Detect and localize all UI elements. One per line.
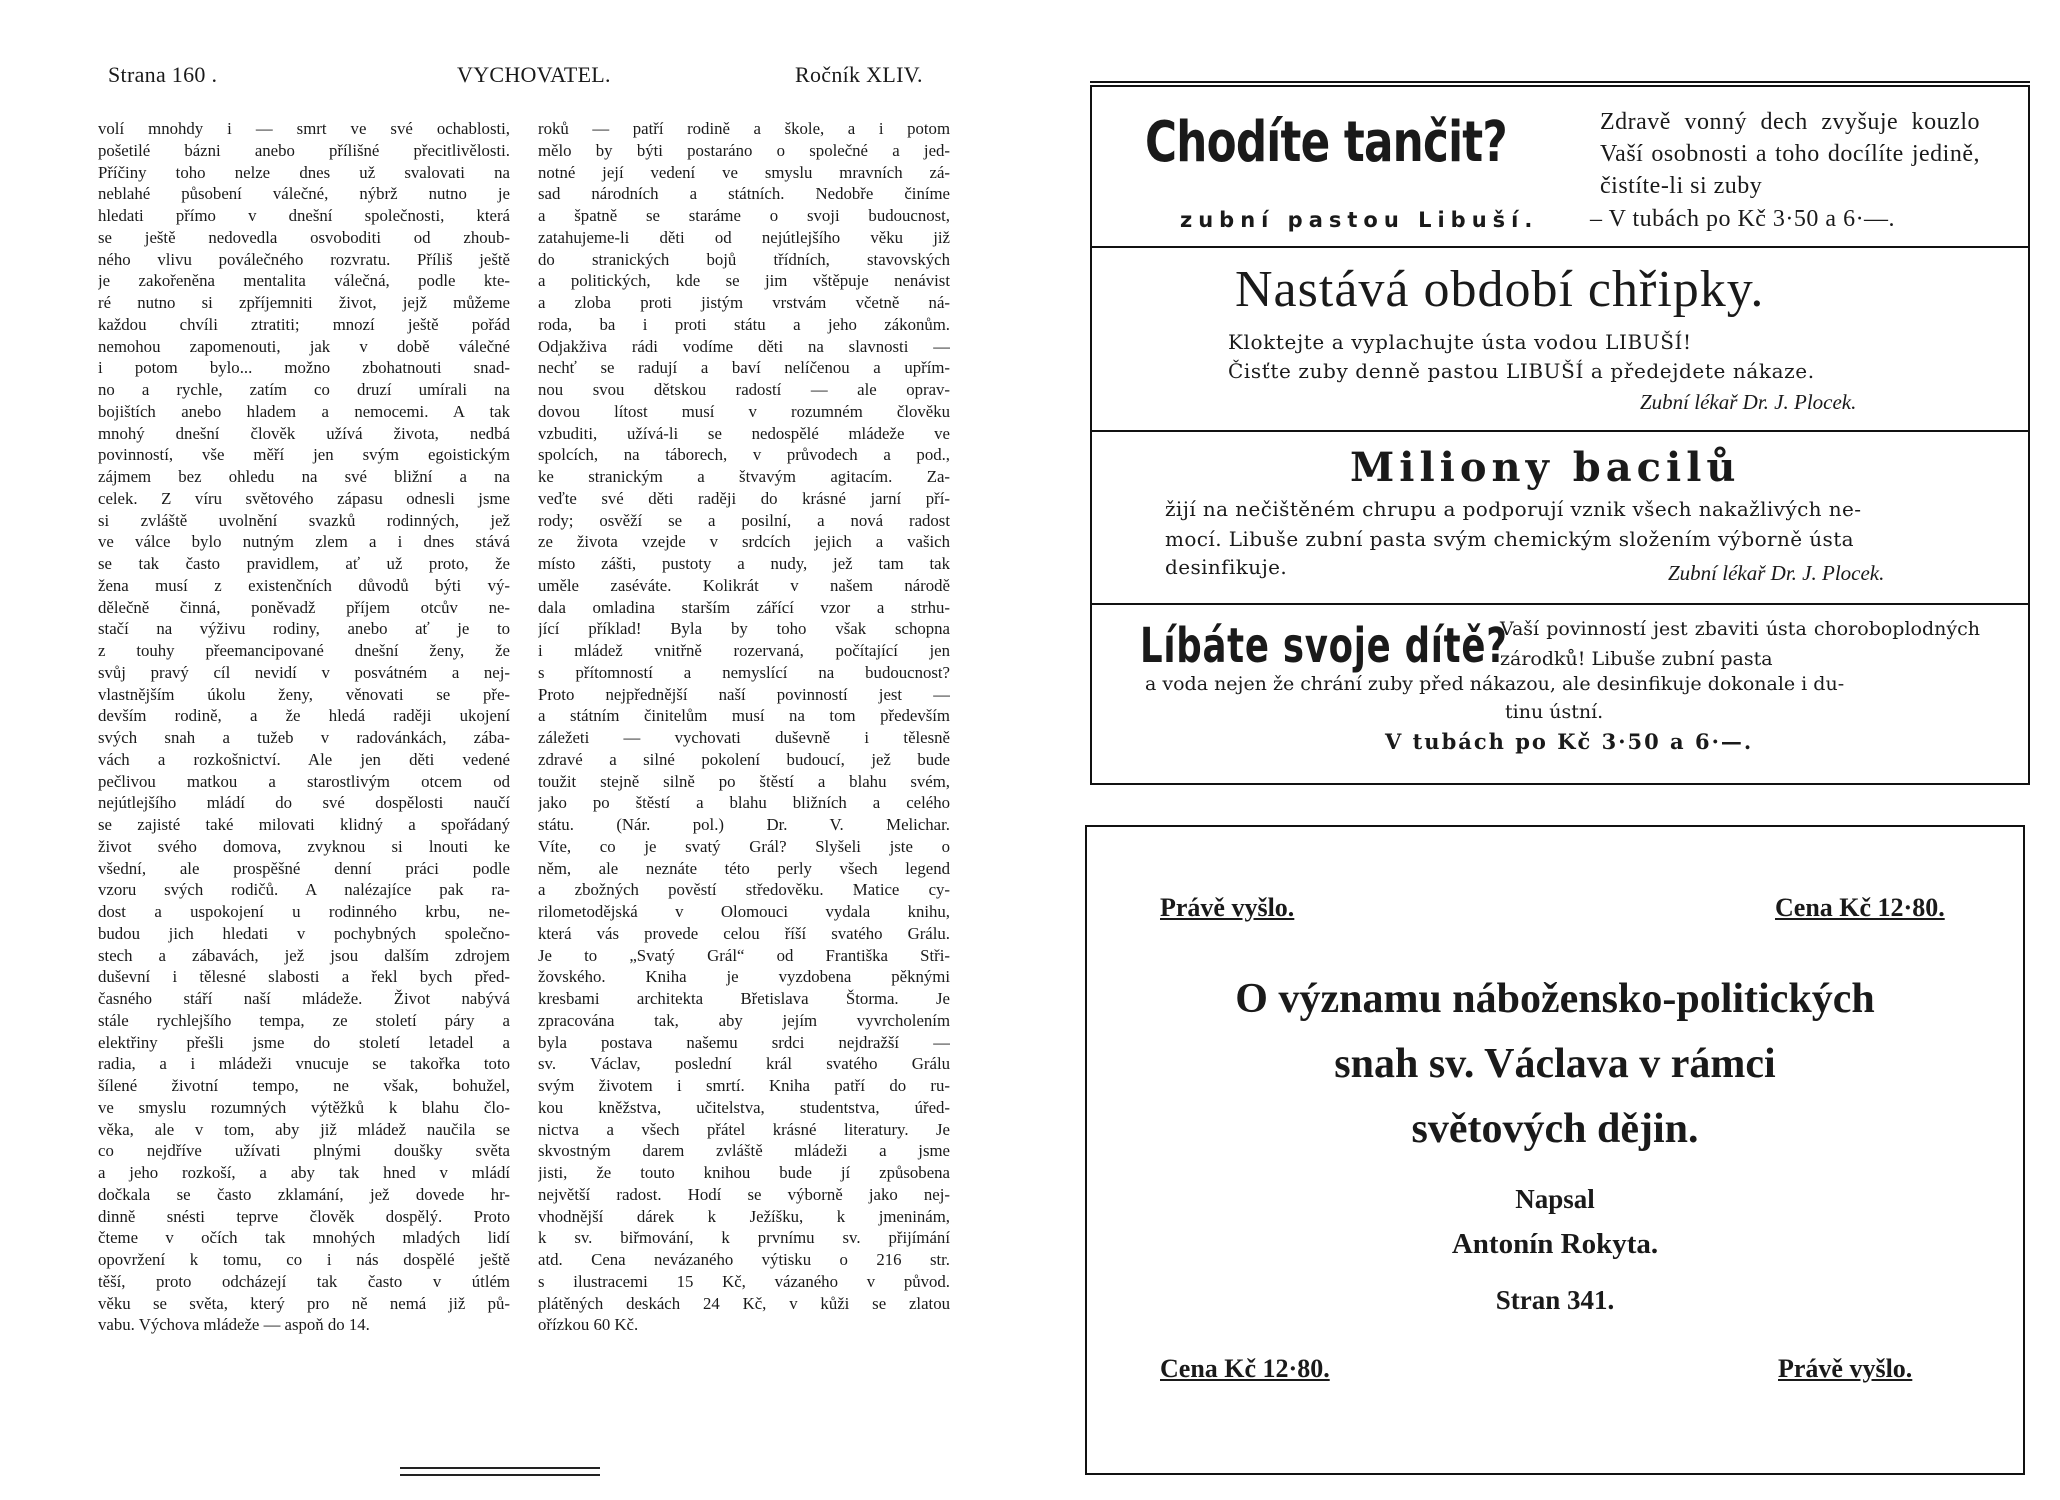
ad-separator-3 [1090,603,2030,605]
text-column-right [538,118,950,1336]
book-author-label: Napsal [1515,1184,1595,1214]
right_column-line: která vás provede celou říší svatého Grálu. [538,923,950,943]
ad2-line1: Kloktejte a vyplachujte ústa vodou LIBUŠÍ! [1228,330,1692,354]
left_column-line: pošetilé bázni anebo přílišné přecitlivělosti. [98,140,510,160]
right_column-line: ke stranickým a štvavým agitacím. Za- [538,467,950,486]
right_column-line: notné její vedení ve smyslu mravních zá- [538,162,950,182]
ad-separator-2 [1090,430,2030,432]
book-pages: Stran 341. [1495,1285,1615,1315]
ad4-line3: tinu ústní. [1505,701,1604,723]
left_column-line: co nejdříve užívati plnými doušky světa [98,1141,510,1161]
right_column-line: nictva a všech přátel krásné literatury. Je [538,1119,950,1139]
right_column-line: a politických, kde se jim vštěpuje nenávist [538,271,950,291]
left_column-line: svůj pravý cíl nevidí v posvátném a nej- [98,662,510,682]
right_column-line: něm, ale neznáte této perly všech legend [538,858,950,878]
right_column-line: jako po štěstí a blahu bližních a celého [538,793,950,813]
left_column-line: zájmem bez ohledu na své bližní a na [98,467,510,486]
left_column-line: ného vlivu poválečného rozvratu. Příliš ještě [98,249,510,269]
ad2-line2: Čisťte zuby denně pastou LIBUŠÍ a předejdete nákaze. [1228,359,1815,383]
right_column-line: vhodnější dárek k Ježíšku, k jmeninám, [538,1206,950,1226]
right_column-line: uměle zaséváte. Kolikrát v našem národě [538,575,950,595]
right_column-line: skvostným darem zvláště mládeži a jsme [538,1141,950,1161]
right_column-line: nechť se radují a baví nelíčenou a upřím- [538,358,950,378]
right_column-line: a zloba proti jistým vrstvám včetně ná- [538,293,950,312]
right_column-line: sv. Václav, poslední král svatého Grálu [538,1054,950,1074]
left_column-line: šílené životní tempo, ne však, bohužel, [98,1076,510,1095]
bottom-rule-2 [400,1474,600,1476]
left_column-line: věku se světa, který pro ně nemá již pů- [98,1293,510,1313]
left_column-line: ré nutno si zpříjemniti život, jejž můžeme [98,293,510,312]
left_column-line: dost a uspokojení u rodinného krbu, ne- [98,902,510,921]
right_column-line: kresbami architekta Břetislava Štorma. Je [538,989,950,1008]
right_column-line: mělo by býti postaráno o společné a jed- [538,140,950,160]
book-author: Antonín Rokyta. [1451,1228,1659,1260]
left_column-line: dočkala se často zklamání, jež dovede hr- [98,1184,510,1204]
left_column-line: i potom bylo... možno zbohatnouti snad- [98,358,510,378]
right_column-line: s ilustracemi 15 Kč, vázaného v původ. [538,1271,950,1291]
left_column-line: všední, ale prospěšné denní práci podle [98,858,510,878]
book-title-line2: snah sv. Václava v rámci [1334,1041,1776,1087]
right_column-line: ořízkou 60 Kč. [538,1315,639,1335]
left_column-line: budou jich hledati v pochybných společno- [98,923,510,943]
left_column-line: se ještě nedovedla osvoboditi od zhoub- [98,227,510,247]
left_column-line: Příčiny toho nelze dnes už svalovati na [98,162,510,182]
ad4-text: Vaší povinností jest zbaviti ústa choroboplodných zárodků! Libuše zubní pasta [1500,618,1980,670]
book-ad-top-right: Cena Kč 12·80. [1775,893,1945,922]
ads-frame-top-double [1090,81,2030,83]
left_column-line: bojištích anebo hladem a nemocemi. A tak [98,401,510,421]
text-column-left [98,118,510,1336]
left_column-line: stále rychlejšího tempa, ze století páry a [98,1010,510,1030]
left_column-line: vzoru svých rodičů. A nalézajíce pak ra- [98,880,510,900]
ad1-price: – V tubách po Kč 3·50 a 6·—. [1590,206,1896,232]
left_column-line: devším rodině, a že hledá raději ukojení [98,706,510,726]
right_column-line: toužit stejně silně po štěstí a blahu svém, [538,771,950,791]
left_column-line: ve válce bylo nutným zlem a i dnes stává [98,532,510,552]
right_column-line: zpracována tak, aby jejím vyvrcholením [538,1010,950,1030]
journal-title: VYCHOVATEL. [457,62,611,87]
ad1-headline: Chodíte tančit? [1145,110,1507,175]
left_column-line: no a rychle, zatím co druzí umírali na [98,380,510,399]
left_column-line: vabu. Výchova mládeže — aspoň do 14. [98,1315,370,1335]
ad3-signature: Zubní lékař Dr. J. Plocek. [1668,561,1885,585]
right_column-line: Proto nejpřednější naší povinností jest — [538,684,950,704]
right_column-line: největší radost. Hodí se výborně jako nej- [538,1184,950,1204]
left_column-line: si zvláště uvolnění svazků rodinných, jež [98,510,510,530]
right_column-line: státu. (Nár. pol.) Dr. V. Melichar. [538,815,950,834]
ad3-line2: mocí. Libuše zubní pasta svým chemickým složením výborně ústa [1165,527,1854,551]
right_column-line: do stranických bojů třídních, stavovských [538,249,950,269]
ad2-signature: Zubní lékař Dr. J. Plocek. [1640,390,1857,414]
left_column-line: duševní i tělesné slabosti a řekl bych před- [98,967,510,987]
left_column-line: se tak často pravidlem, ať už proto, že [98,554,510,573]
book-ad-bottom-left: Cena Kč 12·80. [1160,1354,1330,1383]
left_column-line: neblahé působení válečné, nýbrž nutno je [98,184,510,204]
right_column-line: a zbožných pověstí středověku. Matice cy- [538,880,950,900]
left_column-line: nemohou zapomenouti, jak v době válečné [98,336,510,356]
right_column-line: Víte, co je svatý Grál? Slyšeli jste o [538,836,950,856]
left_column-line: pečlivou matkou a starostlivým otcem od [98,771,510,791]
right_column-line: místo zášti, pustoty a nudy, jež tam tak [538,554,950,573]
ad3-headline: Miliony bacilů [1350,444,1741,491]
right_column-line: záležeti — vychovati duševně i tělesně [538,728,950,747]
right_column-line: roků — patří rodině a škole, a i potom [538,119,950,138]
left_column-line: volí mnohdy i — smrt ve své ochablosti, [98,119,510,138]
left_column-line: stech a zábavách, jež jsou dalším zdrojem [98,945,510,965]
left_column-line: nejútlejšího mládí do své dospělosti naučí [98,793,510,813]
left_column-line: vách a rozkošnictví. Ale jen děti vedené [98,749,510,769]
left_column-line: radia, a i mládeži vnucuje se takořka toto [98,1054,510,1074]
right_column-line: spolcích, na táborech, v průvodech a pod., [538,445,950,465]
bottom-rule-1 [400,1467,600,1469]
left_column-line: z touhy přeemancipované dnešní ženy, že [98,641,510,660]
right_column-line: nou svou dětskou radostí — ale oprav- [538,380,950,399]
left_column-line: a jeho rozkoší, a aby tak hned v mládí [98,1163,510,1182]
right_column-line: a státním činitelům musí na tom především [538,706,950,726]
ad1-text: Zdravě vonný dech zvyšuje kouzlo Vaší osobnosti a toho docílíte jedině, čistíte-li si zuby [1600,109,1980,199]
right_column-line: dala omladina starším zářící vzor a strhu- [538,597,950,617]
ad3-line1: žijí na nečištěném chrupu a podporují vznik všech nakažlivých ne- [1165,497,1862,521]
right_column-line: zdravé a silné pokolení budoucí, jež bude [538,749,950,769]
right_column-line: vzbuditi, užívá-li se nedospělé mládeže ve [538,423,950,443]
left_column-line: dinně snésti teprve člověk dospělý. Proto [98,1206,510,1226]
ad4-headline: Líbáte svoje dítě? [1140,618,1508,674]
ad4-line2: a voda nejen že chrání zuby před nákazou, ale desinfikuje dokonale i du- [1145,673,1845,695]
right_column-line: svým životem i smrtí. Kniha patří do ru- [538,1076,950,1095]
left_column-line: ve smyslu rozumných výtěžků k blahu člo- [98,1097,510,1117]
left_column-line: opovržení k tomu, co i nás dospělé ještě [98,1250,510,1269]
ad1-brand: zubní pastou Libuší. [1180,208,1539,232]
right_column-line: Je to „Svatý Grál“ od Františka Stři- [538,945,950,965]
right_column-line: a špatně se staráme o svoji budoucnost, [538,206,950,225]
left_column-line: věka, ale v tom, aby již mládež naučila se [98,1119,510,1139]
right_column-line: sad národních a státních. Nedobře činíme [538,184,950,204]
left_column-line: dělečně činná, poněvadž příjem otcův ne- [98,597,510,617]
right_column-line: veďte své děti raději do krásné jarní pří- [538,488,950,508]
right_column-line: roda, ba i proti státu a jeho zákonům. [538,314,950,334]
left_column-line: je zakořeněna mentalita válečná, podle kte- [98,271,510,291]
right_column-line: kou kněžstva, učitelstva, studentstva, úřed- [538,1097,950,1117]
right_column-line: Odjakživa rádi vodíme děti na slavnosti — [538,336,950,356]
left_column-line: svých snah a tužeb v radovánkách, zába- [98,728,510,747]
left_column-line: povinností, vše měří jen svým egoistickým [98,445,510,465]
ad4-price: V tubách po Kč 3·50 a 6·—. [1385,729,1754,754]
right_column-line: plátěných deskách 24 Kč, v kůži se zlatou [538,1293,950,1313]
left_column-line: vlastnějším úkolu ženy, věnovati se pře- [98,684,510,704]
left_column-line: žena musí z existenčních důvodů býti vý- [98,575,510,595]
right_column-line: ze života vzejde v srdcích jejich a vašich [538,532,950,552]
left_column-line: hledati přímo v dnešní společnosti, která [98,206,510,225]
left_column-line: časného stáří naší mládeže. Život nabývá [98,989,510,1008]
right_column-line: byla postava našemu srdci nejdražší — [538,1032,950,1052]
right_column-line: jisti, že touto knihou bude jí způsobena [538,1163,950,1182]
page-number: Strana 160 . [108,62,218,87]
book-title-line1: O významu nábožensko-politických [1235,976,1875,1022]
left_column-line: těší, proto odcházejí tak často v útlém [98,1271,510,1291]
ad3-line3: desinfikuje. [1165,555,1288,579]
ad2-headline: Nastává období chřipky. [1235,261,1765,318]
volume-label: Ročník XLIV. [795,62,923,87]
left_column-line: každou chvíli ztratiti; mnozí ještě pořád [98,314,510,334]
left_column-line: mnohý dnešní člověk užívá života, nedbá [98,423,510,443]
right_column-line: s přítomností a nemyslící na budoucnost? [538,662,950,682]
right_column-line: k sv. biřmování, k prvnímu sv. přijímání [538,1228,950,1248]
left_column-line: se zajisté také milovati klidný a spořádaný [98,815,510,834]
right_column-line: dovou lítost musí v rozumném člověku [538,401,950,421]
ad-separator-1 [1090,246,2030,248]
right_column-line: žovského. Kniha je vyzdobena pěknými [538,967,950,987]
left_column-line: celek. Z víru světového zápasu odnesli jsme [98,488,510,508]
left_column-line: elektřiny přešli jsme do století letadel a [98,1032,510,1052]
book-title-line3: světových dějin. [1411,1106,1699,1152]
left_column-line: čteme v očích tak mnohých mladých lidí [98,1228,510,1248]
right_column-line: i mládež vnitřně rozervaná, počítající jen [538,641,950,660]
right_column-line: rody; osvěží se a posilní, a nová radost [538,510,950,530]
left_column-line: stačí na výživu rodiny, anebo ať je to [98,619,510,639]
book-ad-top-left: Právě vyšlo. [1160,893,1295,922]
right_column-line: rilometodějská v Olomouci vydala knihu, [538,902,950,921]
right_column-line: atd. Cena nevázaného výtisku o 216 str. [538,1250,950,1269]
left_column-line: život svého domova, zvyknou si lnouti ke [98,836,510,856]
right_column-line: zatahujeme-li děti od nejútlejšího věku již [538,227,950,247]
right_column-line: jící příklad! Byla by toho však schopna [538,619,950,639]
book-ad-bottom-right: Právě vyšlo. [1778,1354,1913,1383]
